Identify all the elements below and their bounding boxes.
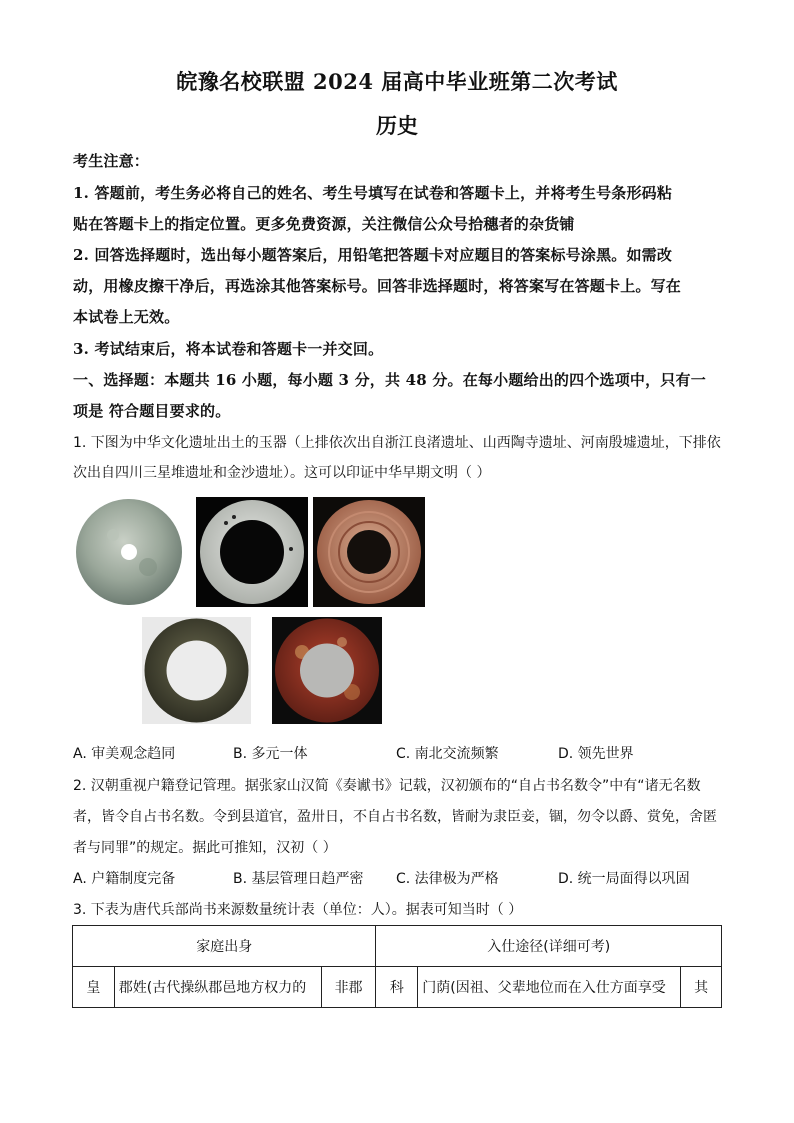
jade-ring-jinsha-image <box>272 617 382 724</box>
notice-heading: 考生注意： <box>73 152 150 170</box>
table-cell: 其 <box>681 967 722 1008</box>
subject-title: 历史 <box>376 113 418 138</box>
notice-item-1-line-1: 1. 答题前，考生务必将自己的姓名、考生号填写在试卷和答题卡上，并将考生号条形码粘 <box>73 184 673 202</box>
section-1-heading-line-1: 一、选择题：本题共 16 小题，每小题 3 分，共 48 分。在每小题给出的四个选项中，只有一 <box>73 371 706 389</box>
table-header-path: 入仕途径(详细可考) <box>376 926 722 967</box>
question-2-stem-line-2: 者，皆令自占书名数。令到县道官，盈卅日，不自占书名数，皆耐为隶臣妾，锢，勿令以爵、赏免，舍匿 <box>73 809 717 825</box>
notice-item-2-line-3: 本试卷上无效。 <box>73 308 180 326</box>
question-2-option-b[interactable]: B. 基层管理日趋严密 <box>233 871 364 887</box>
question-2-options <box>73 868 723 888</box>
question-2-option-d[interactable]: D. 统一局面得以巩固 <box>558 871 690 887</box>
jade-ring-sanxingdui-image <box>142 617 251 724</box>
notice-item-2-line-1: 2. 回答选择题时，选出每小题答案后，用铅笔把答题卡对应题目的答案标号涂黑。如需改 <box>73 246 673 264</box>
jade-ring-taosi-image <box>196 497 308 607</box>
table-cell: 科 <box>376 967 418 1008</box>
table-cell: 门荫(因祖、父辈地位而在入仕方面享受 <box>418 967 681 1008</box>
question-2-option-c[interactable]: C. 法律极为严格 <box>396 871 499 887</box>
jade-bi-liangzhu-image <box>73 497 185 607</box>
question-3-stem: 3. 下表为唐代兵部尚书来源数量统计表（单位：人）。据表可知当时（ ） <box>73 902 523 918</box>
question-1-option-c[interactable]: C. 南北交流频繁 <box>396 746 499 762</box>
question-1-option-a[interactable]: A. 审美观念趋同 <box>73 746 176 762</box>
question-2-stem-line-1: 2. 汉朝重视户籍登记管理。据张家山汉简《奏谳书》记载，汉初颁布的“自占书名数令”中有“诸无名数 <box>73 778 701 794</box>
section-1-heading-line-2: 项是 符合题目要求的。 <box>73 402 231 420</box>
notice-item-3: 3. 考试结束后，将本试卷和答题卡一并交回。 <box>73 340 384 358</box>
jade-ring-yinxu-image <box>313 497 425 607</box>
question-3-table <box>72 925 722 1008</box>
question-1-option-b[interactable]: B. 多元一体 <box>233 746 308 762</box>
question-1-options <box>73 743 723 763</box>
table-header-row <box>73 926 722 967</box>
question-1-stem-line-1: 1. 下图为中华文化遗址出土的玉器（上排依次出自浙江良渚遗址、山西陶寺遗址、河南殷墟遗址，下排依 <box>73 435 721 451</box>
notice-item-2-line-2: 动，用橡皮擦干净后，再选涂其他答案标号。回答非选择题时，将答案写在答题卡上。写在 <box>73 277 682 295</box>
table-cell: 皇 <box>73 967 115 1008</box>
question-1-stem-line-2: 次出自四川三星堆遗址和金沙遗址）。这可以印证中华早期文明（ ） <box>73 465 491 481</box>
question-1-option-d[interactable]: D. 领先世界 <box>558 746 634 762</box>
table-cell: 郡姓(古代操纵郡邑地方权力的 <box>114 967 321 1008</box>
question-2-option-a[interactable]: A. 户籍制度完备 <box>73 871 176 887</box>
table-cell: 非郡 <box>321 967 376 1008</box>
table-row <box>73 967 722 1008</box>
table-header-family: 家庭出身 <box>73 926 376 967</box>
question-2-stem-line-3: 者与同罪”的规定。据此可推知，汉初（ ） <box>73 840 337 856</box>
exam-title: 皖豫名校联盟 2024 届高中毕业班第二次考试 <box>176 69 618 94</box>
notice-item-1-line-2: 贴在答题卡上的指定位置。更多免费资源，关注微信公众号拾穗者的杂货铺 <box>73 215 575 233</box>
